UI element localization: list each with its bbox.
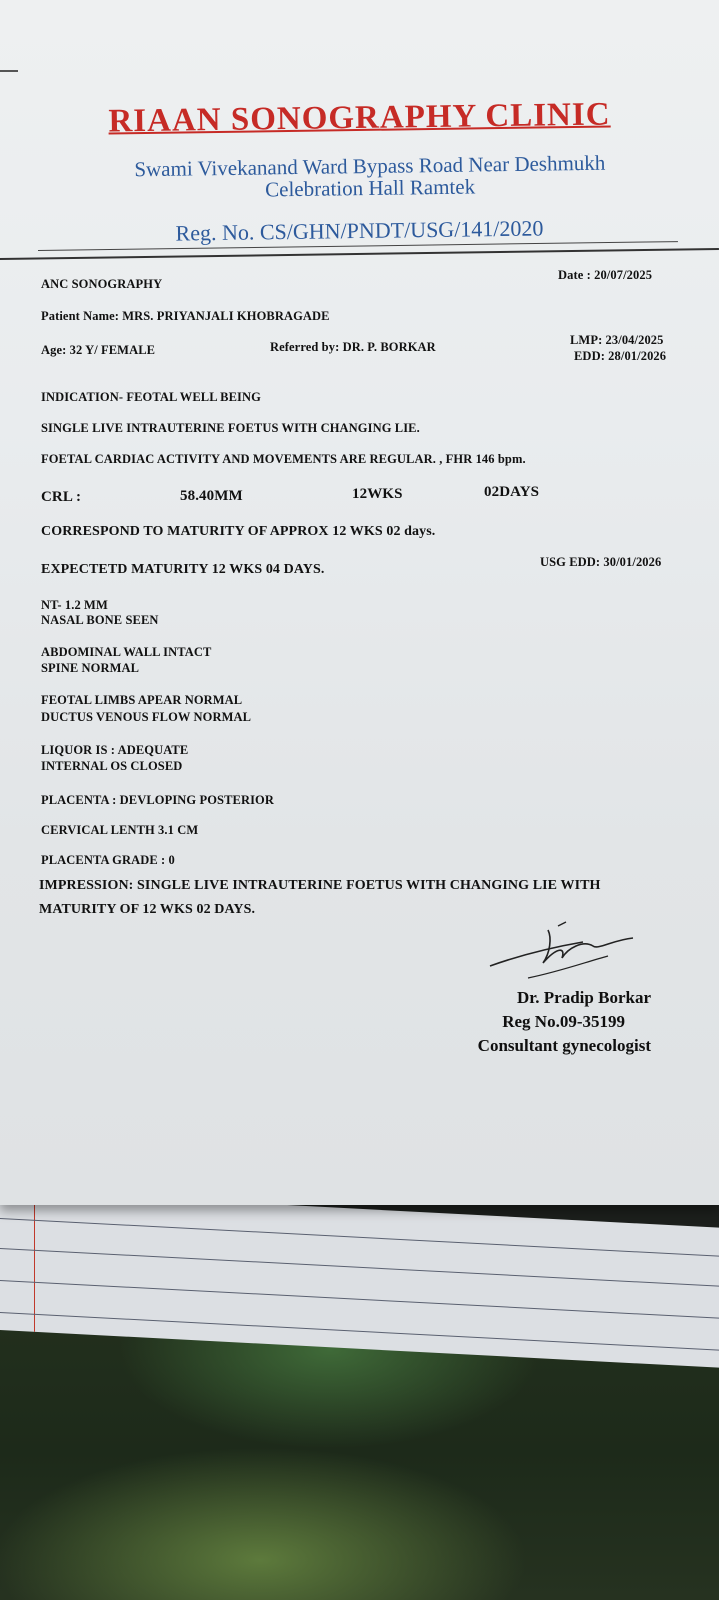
placenta: PLACENTA : DEVLOPING POSTERIOR <box>41 793 275 807</box>
lmp-date: LMP: 23/04/2025 <box>570 333 664 347</box>
crl-label: CRL : <box>41 489 82 505</box>
edge-mark <box>0 70 18 72</box>
edd-date: EDD: 28/01/2026 <box>574 349 667 363</box>
impression-line-1: IMPRESSION: SINGLE LIVE INTRAUTERINE FOETUS WITH CHANGING LIE WITH <box>39 878 601 893</box>
nt-measure: NT- 1.2 MM <box>41 598 108 612</box>
crl-weeks: 12WKS <box>352 486 403 502</box>
clinic-name: RIAAN SONOGRAPHY CLINIC <box>108 96 611 140</box>
indication: INDICATION- FEOTAL WELL BEING <box>41 390 261 404</box>
address-line-2: Celebration Hall Ramtek <box>265 174 476 202</box>
ruled-line <box>0 1218 719 1257</box>
referred-by: Referred by: DR. P. BORKAR <box>270 340 436 354</box>
ruled-line <box>0 1248 719 1287</box>
doctor-signature <box>488 918 638 988</box>
internal-os: INTERNAL OS CLOSED <box>41 759 183 773</box>
crl-value: 58.40MM <box>180 488 243 504</box>
ductus-venous: DUCTUS VENOUS FLOW NORMAL <box>41 710 252 724</box>
doctor-title: Consultant gynecologist <box>477 1036 651 1055</box>
patient-age: Age: 32 Y/ FEMALE <box>41 343 156 357</box>
registration-number: Reg. No. CS/GHN/PNDT/USG/141/2020 <box>175 215 544 246</box>
crl-days: 02DAYS <box>484 484 540 500</box>
spine: SPINE NORMAL <box>41 661 140 675</box>
doctor-reg-no: Reg No.09-35199 <box>502 1012 625 1031</box>
cardiac-activity: FOETAL CARDIAC ACTIVITY AND MOVEMENTS ARE REGULAR. , FHR 146 bpm. <box>41 452 526 466</box>
placenta-grade: PLACENTA GRADE : 0 <box>41 853 175 867</box>
maturity-correspond: CORRESPOND TO MATURITY OF APPROX 12 WKS 02 days. <box>41 524 436 539</box>
report-type: ANC SONOGRAPHY <box>41 277 163 291</box>
clinic-address <box>40 150 701 203</box>
abdominal-wall: ABDOMINAL WALL INTACT <box>41 645 212 659</box>
patient-name: Patient Name: MRS. PRIYANJALI KHOBRAGADE <box>41 309 330 323</box>
margin-line <box>34 1192 35 1332</box>
address-line-1: Swami Vivekanand Ward Bypass Road Near Deshmukh <box>134 150 606 182</box>
impression-line-2: MATURITY OF 12 WKS 02 DAYS. <box>39 902 256 917</box>
cervical-length: CERVICAL LENTH 3.1 CM <box>41 823 199 837</box>
doctor-name: Dr. Pradip Borkar <box>517 988 651 1007</box>
ruled-line <box>0 1280 719 1319</box>
report-date: Date : 20/07/2025 <box>558 268 653 282</box>
foetal-limbs: FEOTAL LIMBS APEAR NORMAL <box>41 693 243 707</box>
foetus-status: SINGLE LIVE INTRAUTERINE FOETUS WITH CHANGING LIE. <box>41 421 420 435</box>
usg-edd: USG EDD: 30/01/2026 <box>540 555 662 569</box>
expected-maturity: EXPECTETD MATURITY 12 WKS 04 DAYS. <box>41 562 325 577</box>
nasal-bone: NASAL BONE SEEN <box>41 613 159 627</box>
liquor: LIQUOR IS : ADEQUATE <box>41 743 189 757</box>
